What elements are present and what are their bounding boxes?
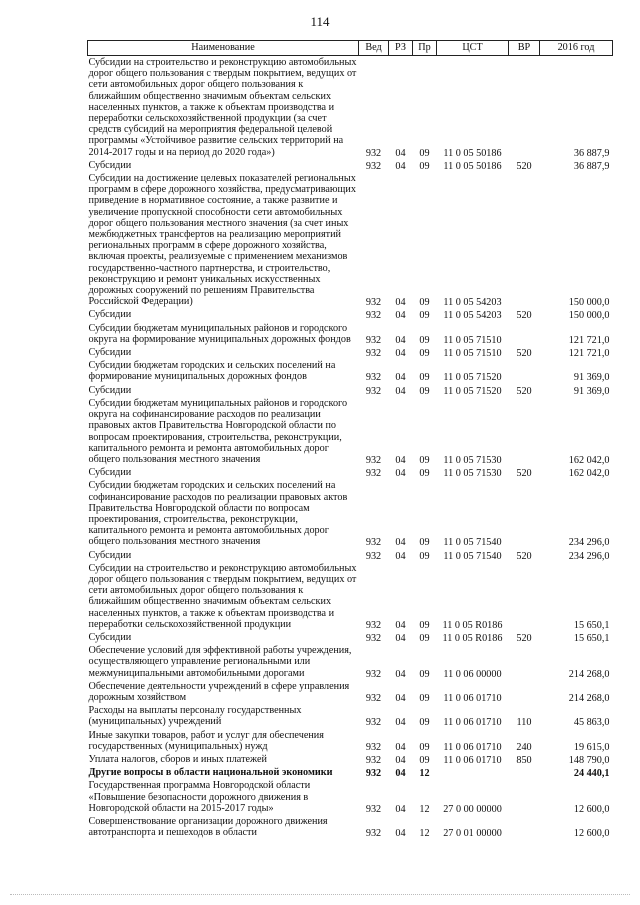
table-row [88,479,613,548]
cell-sum: 12 600,0 [573,828,610,840]
cell-pr: 09 [419,550,430,562]
cell-cst: 11 0 05 50186 [443,147,502,159]
table-row [88,779,613,815]
cell-cst: 11 0 06 01710 [443,741,502,753]
cell-vr [509,172,540,308]
cell-sum: 162 042,0 [568,468,610,480]
cell-pr: 12 [419,803,430,815]
cell-sum: 91 369,0 [573,385,610,397]
cell-ved: 932 [365,619,382,631]
cell-sum: 19 615,0 [573,741,610,753]
cell-name: Обеспечение условий для эффективной работы учреждения, осуществляющего управление региональными или межмуниципальными автомобильными дорогами [88,645,352,679]
cell-name: Другие вопросы в области национальной экономики [88,767,333,779]
cell-pr: 09 [419,692,430,704]
table-header-row [88,41,613,56]
cell-vr [509,815,540,839]
cell-cst: 11 0 05 71520 [443,372,502,384]
cell-ved: 932 [365,454,382,466]
page-bottom-edge [10,894,630,895]
cell-ved: 932 [365,297,382,309]
cell-sum: 234 296,0 [568,537,610,549]
table-row [88,346,613,359]
header-vr: ВР [509,41,540,56]
cell-rz: 04 [395,468,406,480]
cell-pr: 09 [419,310,430,322]
cell-ved: 932 [365,668,382,680]
cell-cst: 11 0 06 01710 [443,717,502,729]
cell-cst: 11 0 05 71510 [443,334,502,346]
cell-cst: 27 0 00 00000 [443,803,502,815]
cell-cst [437,766,509,779]
cell-name: Субсидии [88,384,132,396]
cell-rz: 04 [395,619,406,631]
table-row [88,384,613,397]
cell-name: Субсидии бюджетам городских и сельских поселений на формирование муниципальных дорожных фондов [88,360,336,383]
cell-pr: 09 [419,334,430,346]
cell-rz: 04 [395,147,406,159]
cell-rz: 04 [395,717,406,729]
cell-rz: 04 [395,768,406,780]
cell-pr: 09 [419,619,430,631]
cell-vr [509,766,540,779]
cell-rz: 04 [395,741,406,753]
cell-name: Субсидии бюджетам городских и сельских поселений на софинансирование расходов по реализации правовых актов Правительства Новгородской области по вопросам проектирования, строительства, реконструкции, капитального ремонта и ремонта автомобильных дорог общего пользования местного значения [88,480,348,548]
table-row [88,766,613,779]
table-row [88,56,613,159]
page-number: 114 [310,14,330,29]
cell-name: Субсидии [88,347,132,359]
table-row [88,562,613,631]
cell-ved: 932 [365,828,382,840]
table-row [88,729,613,753]
cell-cst: 11 0 05 71530 [443,468,502,480]
cell-ved: 932 [365,147,382,159]
cell-vr [509,562,540,631]
cell-pr: 09 [419,668,430,680]
table-row [88,549,613,562]
cell-name: Субсидии [88,467,132,479]
header-ved: Вед [359,41,389,56]
cell-rz: 04 [395,334,406,346]
cell-rz: 04 [395,632,406,644]
cell-pr: 09 [419,348,430,360]
cell-vr [509,779,540,815]
cell-pr: 09 [419,297,430,309]
cell-vr: 850 [516,754,532,766]
cell-cst: 11 0 06 01710 [443,692,502,704]
cell-rz: 04 [395,310,406,322]
cell-sum: 148 790,0 [568,754,610,766]
cell-vr: 110 [516,717,532,729]
cell-sum: 15 650,1 [573,632,610,644]
cell-ved: 932 [365,632,382,644]
cell-ved: 932 [365,741,382,753]
cell-pr: 09 [419,537,430,549]
cell-vr [509,56,540,159]
cell-name: Субсидии [88,309,132,321]
budget-table [87,40,613,839]
cell-rz: 04 [395,828,406,840]
cell-cst: 11 0 05 71540 [443,537,502,549]
table-row [88,466,613,479]
cell-vr: 240 [516,741,532,753]
cell-rz: 04 [395,537,406,549]
table-row [88,397,613,466]
cell-pr: 09 [419,372,430,384]
cell-vr [509,359,540,383]
cell-vr [509,322,540,346]
cell-sum: 121 721,0 [568,348,610,360]
cell-ved: 932 [365,803,382,815]
cell-pr: 09 [419,147,430,159]
cell-ved: 932 [365,537,382,549]
cell-name: Обеспечение деятельности учреждений в сфере управления дорожным хозяйством [88,680,350,703]
cell-ved: 932 [365,334,382,346]
table-row [88,631,613,644]
cell-ved: 932 [365,692,382,704]
cell-pr: 09 [419,632,430,644]
cell-rz: 04 [395,668,406,680]
cell-ved: 932 [365,768,382,780]
cell-name: Субсидии бюджетам муниципальных районов и городского округа на формирование муниципальных дорожных фондов [88,322,351,345]
cell-name: Совершенствование организации дорожного движения автотранспорта и пешеходов в области [88,816,328,839]
cell-pr: 12 [419,828,430,840]
table-row [88,308,613,321]
cell-name: Субсидии на строительство и реконструкцию автомобильных дорог общего пользования с твердым покрытием, ведущих от сети автомобильных дорог общего пользования к ближайшим общественно значимым объектам сельских населенных пунктов, а также к объектам производства и переработки сельскохозяйственной продукции (за счет средств субсидий на мероприятия федеральной целевой программы «Устойчивое развитие сельских территорий на 2014-2017 годы и на период до 2020 года») [88,57,357,158]
cell-name: Иные закупки товаров, работ и услуг для обеспечения государственных (муниципальных) нужд [88,729,324,752]
cell-sum: 234 296,0 [568,550,610,562]
table-row [88,680,613,704]
table-row [88,359,613,383]
cell-sum: 214 268,0 [568,668,610,680]
cell-rz: 04 [395,348,406,360]
cell-sum: 121 721,0 [568,334,610,346]
table-row [88,322,613,346]
cell-cst: 11 0 05 50186 [443,160,502,172]
cell-sum: 24 440,1 [573,768,610,780]
header-rz: РЗ [389,41,413,56]
cell-sum: 36 887,9 [573,147,610,159]
cell-vr: 520 [516,468,532,480]
cell-vr [509,479,540,548]
cell-vr [509,397,540,466]
cell-vr [509,644,540,680]
table-row [88,815,613,839]
cell-pr: 09 [419,160,430,172]
table-row [88,704,613,728]
table-row [88,644,613,680]
cell-sum: 45 863,0 [573,717,610,729]
cell-name: Субсидии на строительство и реконструкцию автомобильных дорог общего пользования с твердым покрытием, ведущих от сети автомобильных дорог общего пользования к ближайшим общественно значимым объектам сельских населенных пунктов, а также к объектам производства и переработки сельскохозяйственной продукции [88,562,357,630]
cell-cst: 11 0 05 71520 [443,385,502,397]
cell-name: Государственная программа Новгородской области «Повышение безопасности дорожного движения в Новгородской области на 2015-2017 годы» [88,780,311,814]
cell-ved: 932 [365,160,382,172]
cell-cst: 11 0 05 R0186 [442,632,503,644]
cell-pr: 09 [419,717,430,729]
table-row [88,159,613,172]
cell-rz: 04 [395,454,406,466]
cell-name: Расходы на выплаты персоналу государственных (муниципальных) учреждений [88,705,302,728]
cell-vr: 520 [516,632,532,644]
cell-pr: 09 [419,741,430,753]
cell-pr: 12 [419,768,430,780]
cell-rz: 04 [395,372,406,384]
cell-cst: 11 0 05 71540 [443,550,502,562]
cell-cst: 11 0 06 01710 [443,754,502,766]
header-cst: ЦСТ [437,41,509,56]
header-year: 2016 год [540,41,613,56]
header-name: Наименование [88,41,359,56]
cell-sum: 150 000,0 [568,297,610,309]
cell-cst: 11 0 05 71530 [443,454,502,466]
cell-rz: 04 [395,550,406,562]
cell-pr: 09 [419,454,430,466]
cell-sum: 15 650,1 [573,619,610,631]
cell-pr: 09 [419,385,430,397]
cell-sum: 12 600,0 [573,803,610,815]
cell-rz: 04 [395,692,406,704]
cell-name: Субсидии [88,631,132,643]
cell-ved: 932 [365,348,382,360]
cell-vr [509,680,540,704]
cell-vr: 520 [516,160,532,172]
cell-name: Субсидии [88,549,132,561]
cell-pr: 09 [419,468,430,480]
cell-cst: 11 0 05 71510 [443,348,502,360]
cell-sum: 91 369,0 [573,372,610,384]
cell-vr: 520 [516,348,532,360]
cell-name: Субсидии [88,159,132,171]
cell-ved: 932 [365,550,382,562]
cell-sum: 162 042,0 [568,454,610,466]
cell-ved: 932 [365,385,382,397]
cell-ved: 932 [365,754,382,766]
cell-name: Уплата налогов, сборов и иных платежей [88,753,267,765]
cell-name: Субсидии на достижение целевых показателей региональных программ в сфере дорожного хозяйства, предусматривающих приведение в нормативное состояние, а также развитие и увеличение пропускной способности сети автомобильных дорог общего пользования местного значения (за счет иных межбюджетных трансфертов на реализацию мероприятий региональных программ в сфере дорожного хозяйства, включая проекты, реализуемые с применением механизмов государственно-частного партнерства, и строительство, реконструкцию и ремонт уникальных искусственных дорожных сооружений по решениям Правительства Российской Федерации) [88,173,356,308]
cell-ved: 932 [365,468,382,480]
cell-rz: 04 [395,803,406,815]
cell-rz: 04 [395,297,406,309]
cell-pr: 09 [419,754,430,766]
cell-rz: 04 [395,160,406,172]
cell-ved: 932 [365,310,382,322]
table-row [88,172,613,308]
cell-vr: 520 [516,310,532,322]
cell-ved: 932 [365,372,382,384]
cell-cst: 11 0 05 54203 [443,297,502,309]
cell-sum: 150 000,0 [568,310,610,322]
cell-vr: 520 [516,385,532,397]
cell-rz: 04 [395,385,406,397]
cell-cst: 27 0 01 00000 [443,828,502,840]
cell-sum: 214 268,0 [568,692,610,704]
cell-cst: 11 0 05 54203 [443,310,502,322]
header-pr: Пр [413,41,437,56]
cell-sum: 36 887,9 [573,160,610,172]
cell-ved: 932 [365,717,382,729]
cell-vr: 520 [516,550,532,562]
table-row [88,753,613,766]
cell-name: Субсидии бюджетам муниципальных районов и городского округа на софинансирование расходов по реализации правовых актов Правительства Новгородской области по вопросам проектирования, строительства, реконструкции, капитального ремонта и ремонта автомобильных дорог общего пользования местного значения [88,397,348,465]
cell-cst: 11 0 05 R0186 [442,619,503,631]
cell-cst: 11 0 06 00000 [443,668,502,680]
cell-rz: 04 [395,754,406,766]
